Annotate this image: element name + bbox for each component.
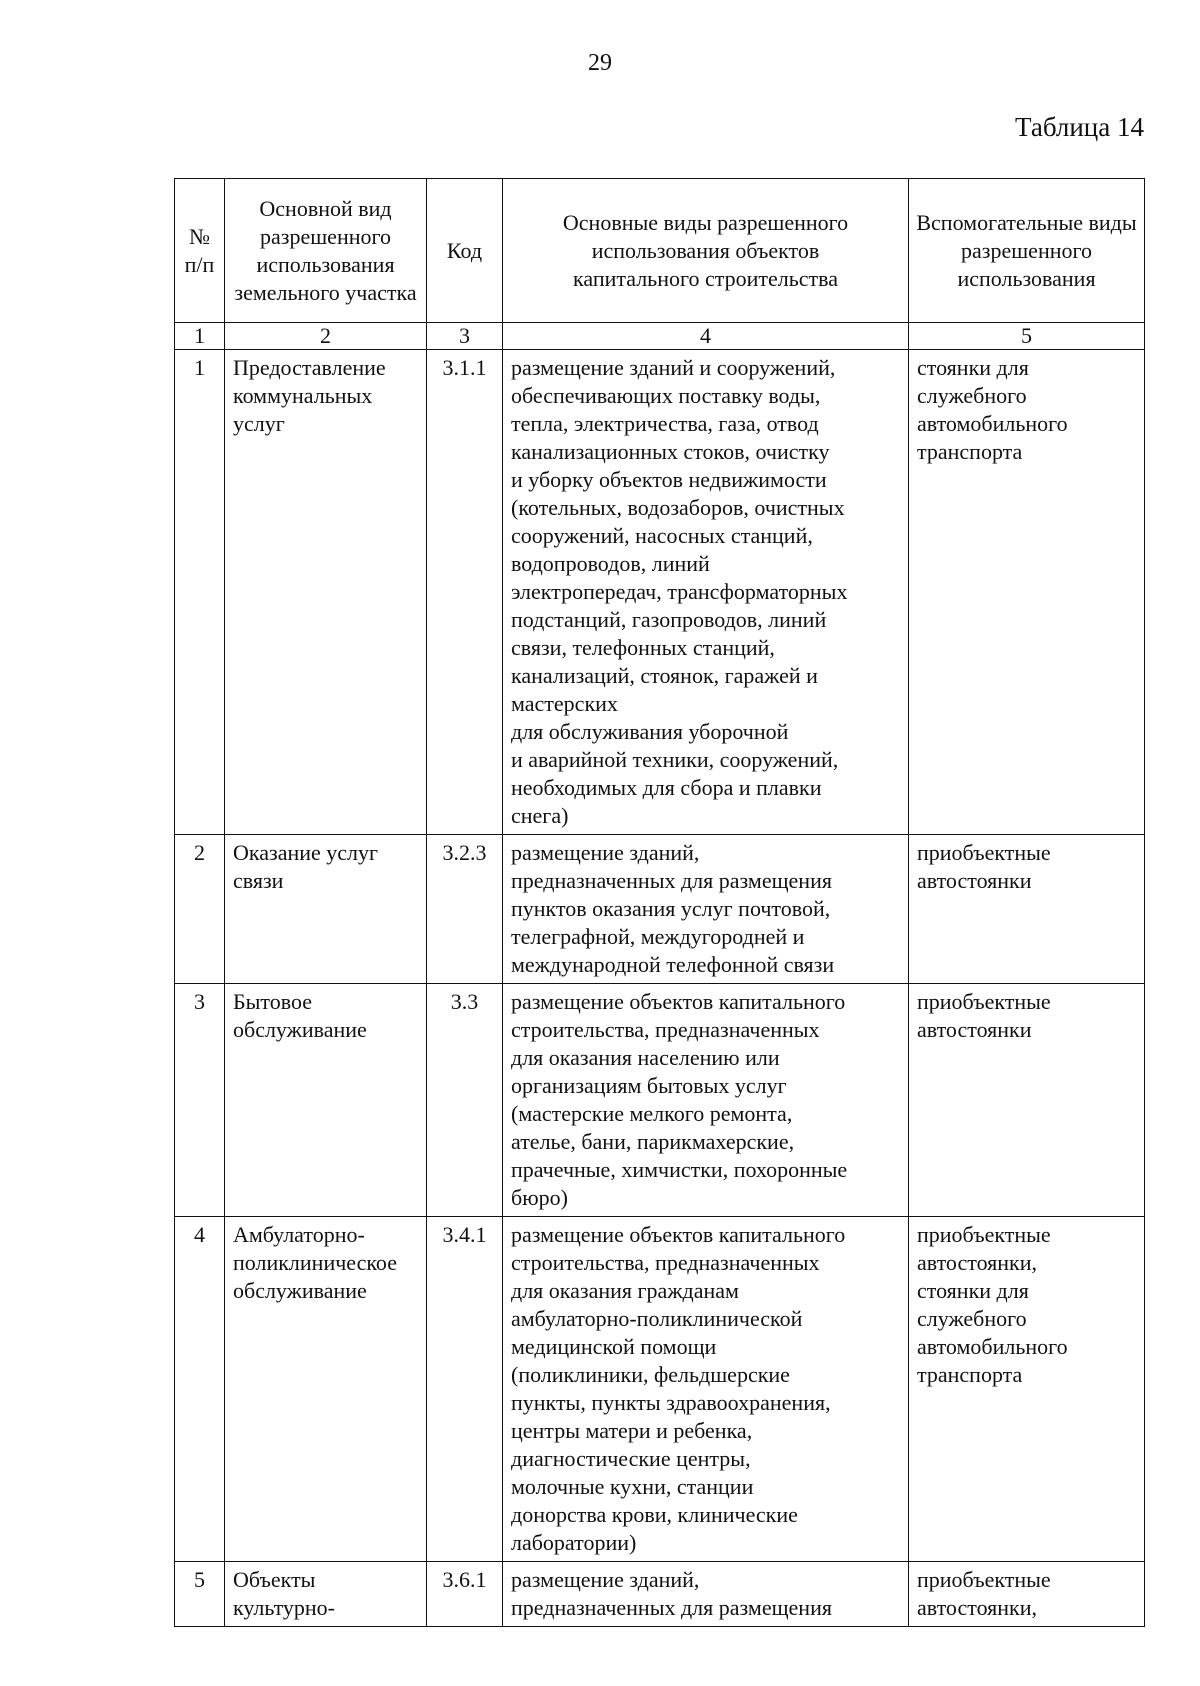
column-number: 2 — [225, 323, 427, 350]
row-num: 4 — [175, 1217, 225, 1562]
table-row — [175, 984, 1145, 1217]
table-row — [175, 350, 1145, 835]
row-kind: Предоставление коммунальных услуг — [225, 350, 427, 835]
row-code: 3.2.3 — [427, 835, 503, 984]
header-num: № п/п — [175, 179, 225, 323]
header-aux: Вспомогательные виды разрешенного использования — [909, 179, 1145, 323]
row-main-uses: размещение зданий и сооружений, обеспечивающих поставку воды, тепла, электричества, газа, отвод канализационных стоков, очистку и уборку объектов недвижимости (котельных, водозаборов, очистных сооружений, насосных станций, водопроводов, линий электропередач, трансформаторных подстанций, газопроводов, линий связи, телефонных станций, канализаций, стоянок, гаражей и мастерских для обслуживания уборочной и аварийной техники, сооружений, необходимых для сбора и плавки снега) — [503, 350, 909, 835]
column-number: 3 — [427, 323, 503, 350]
header-kind: Основной вид разрешенного использования земельного участка — [225, 179, 427, 323]
row-kind: Бытовое обслуживание — [225, 984, 427, 1217]
column-number: 5 — [909, 323, 1145, 350]
row-aux-uses: приобъектные автостоянки — [909, 984, 1145, 1217]
row-code: 3.3 — [427, 984, 503, 1217]
row-code: 3.1.1 — [427, 350, 503, 835]
row-num: 2 — [175, 835, 225, 984]
table-caption: Таблица 14 — [1015, 112, 1144, 142]
header-main: Основные виды разрешенного использования объектов капитального строительства — [503, 179, 909, 323]
row-aux-uses: стоянки для служебного автомобильного транспорта — [909, 350, 1145, 835]
row-kind: Оказание услуг связи — [225, 835, 427, 984]
row-aux-uses: приобъектные автостоянки — [909, 835, 1145, 984]
row-aux-uses: приобъектные автостоянки, — [909, 1562, 1145, 1627]
row-num: 5 — [175, 1562, 225, 1627]
page-number: 29 — [588, 50, 612, 76]
column-numbers-row — [175, 323, 1145, 350]
row-aux-uses: приобъектные автостоянки, стоянки для служебного автомобильного транспорта — [909, 1217, 1145, 1562]
table-row — [175, 1217, 1145, 1562]
row-main-uses: размещение зданий, предназначенных для размещения — [503, 1562, 909, 1627]
row-main-uses: размещение объектов капитального строительства, предназначенных для оказания гражданам амбулаторно-поликлинической медицинской помощи (поликлиники, фельдшерские пункты, пункты здравоохранения, центры матери и ребенка, диагностические центры, молочные кухни, станции донорства крови, клинические лаборатории) — [503, 1217, 909, 1562]
header-code: Код — [427, 179, 503, 323]
row-code: 3.4.1 — [427, 1217, 503, 1562]
row-kind: Объекты культурно- — [225, 1562, 427, 1627]
row-main-uses: размещение зданий, предназначенных для размещения пунктов оказания услуг почтовой, телеграфной, междугородней и международной телефонной связи — [503, 835, 909, 984]
column-number: 4 — [503, 323, 909, 350]
row-code: 3.6.1 — [427, 1562, 503, 1627]
land-use-table — [174, 178, 1145, 1627]
table-row — [175, 835, 1145, 984]
row-main-uses: размещение объектов капитального строительства, предназначенных для оказания населению или организациям бытовых услуг (мастерские мелкого ремонта, ателье, бани, парикмахерские, прачечные, химчистки, похоронные бюро) — [503, 984, 909, 1217]
row-kind: Амбулаторно- поликлиническое обслуживание — [225, 1217, 427, 1562]
row-num: 1 — [175, 350, 225, 835]
column-number: 1 — [175, 323, 225, 350]
table-header-row — [175, 179, 1145, 323]
row-num: 3 — [175, 984, 225, 1217]
table-row — [175, 1562, 1145, 1627]
